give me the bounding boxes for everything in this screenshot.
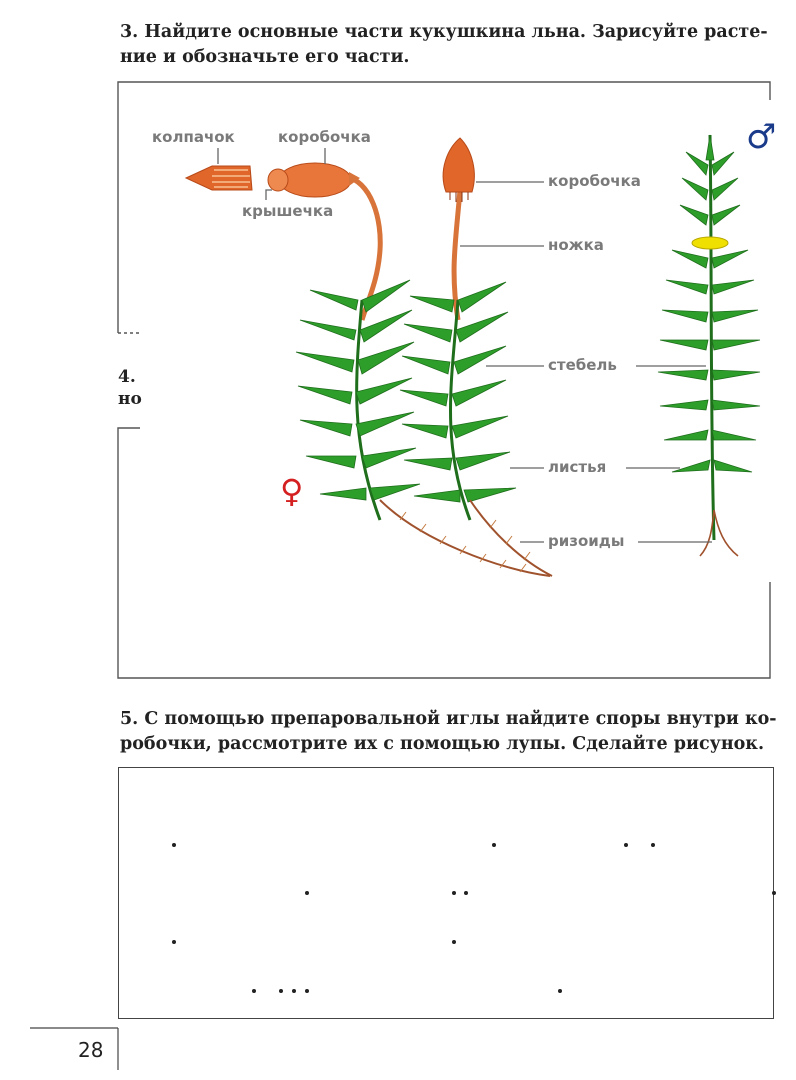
label-calyptra: колпачок [152,128,235,146]
drawing-frame-task-5[interactable] [118,767,774,1019]
task-3-line-2: ние и обозначьте его части. [120,47,410,67]
task-5-line-2: робочки, рассмотрите их с помощью лупы. Сделайте рисунок. [120,734,765,754]
footer-rule [0,1026,140,1076]
female-gametophyte [296,280,552,576]
task-5-text [120,707,780,757]
female-symbol: ♀ [280,472,304,510]
task-4-fragment: но [118,389,142,409]
drawing-frame-task-3 [118,82,770,333]
male-gametophyte [658,135,760,556]
task-4-number: 4. [118,367,136,387]
task-3-line-1: 3. Найдите основные части кукушкина льна. Зарисуйте расте- [120,22,768,42]
label-capsule-top: коробочка [278,128,371,146]
label-capsule: коробочка [548,172,641,190]
label-stem: стебель [548,356,617,374]
page-number: 28 [78,1038,104,1062]
sporophyte-right [443,138,474,320]
label-lid: крышечка [242,202,334,220]
male-symbol: ♂ [746,117,777,157]
calyptra-drawing [186,166,252,190]
task-5-line-1: 5. С помощью препаровальной иглы найдите споры внутри ко- [120,709,777,729]
label-seta: ножка [548,236,604,254]
label-leaves: листья [548,458,607,476]
label-rhizoids: ризоиды [548,532,625,550]
